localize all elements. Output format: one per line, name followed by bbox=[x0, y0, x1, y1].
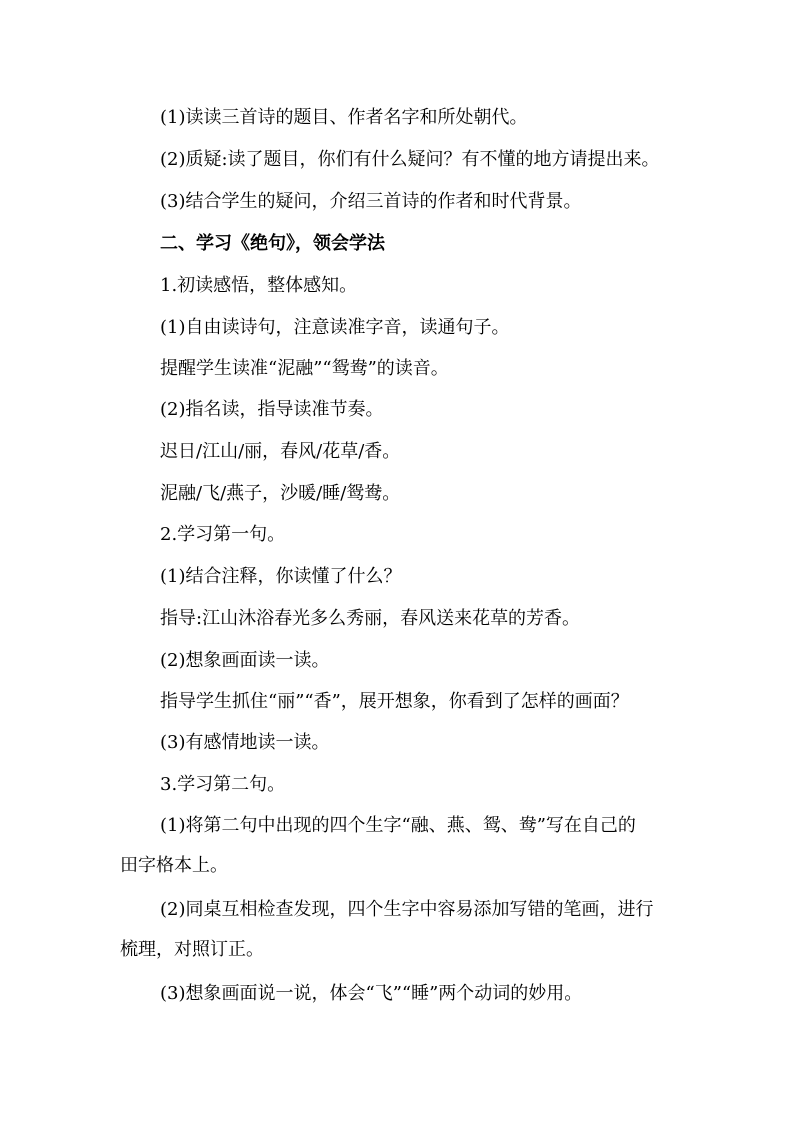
poem-line: 迟日/江山/丽，春风/花草/香。 bbox=[160, 441, 401, 462]
text-line: (1)自由读诗句，注意读准字音，读通句子。 bbox=[160, 317, 510, 338]
section-heading: 二、学习《绝句》，领会学法 bbox=[160, 233, 385, 254]
text-line: (1)将第二句中出现的四个生字“融、燕、鸳、鸯”写在自己的 bbox=[160, 815, 636, 836]
text-line: 1.初读感悟，整体感知。 bbox=[160, 275, 358, 296]
text-line: (1)结合注释，你读懂了什么？ bbox=[160, 566, 402, 587]
text-line: (2)质疑:读了题目，你们有什么疑问？有不懂的地方请提出来。 bbox=[160, 149, 660, 170]
text-line: 提醒学生读准“泥融”“鸳鸯”的读音。 bbox=[160, 358, 449, 379]
text-line: (3)有感情地读一读。 bbox=[160, 732, 330, 753]
text-line: 田字格本上。 bbox=[120, 855, 228, 876]
text-line: (2)指名读，指导读准节奏。 bbox=[160, 399, 384, 420]
text-line: (2)同桌互相检查发现，四个生字中容易添加写错的笔画，进行 bbox=[160, 899, 654, 920]
text-line: (3)想象画面说一说，体会“飞”“睡”两个动词的妙用。 bbox=[160, 983, 583, 1004]
text-line: 2.学习第一句。 bbox=[160, 524, 286, 545]
text-line: (1)读读三首诗的题目、作者名字和所处朝代。 bbox=[160, 107, 528, 128]
text-line: 指导学生抓住“丽”“香”，展开想象，你看到了怎样的画面？ bbox=[160, 691, 629, 712]
text-line: (3)结合学生的疑问，介绍三首诗的作者和时代背景。 bbox=[160, 191, 582, 212]
text-line: 指导:江山沐浴春光多么秀丽，春风送来花草的芳香。 bbox=[160, 608, 581, 629]
text-line: (2)想象画面读一读。 bbox=[160, 650, 330, 671]
poem-line: 泥融/飞/燕子，沙暖/睡/鸳鸯。 bbox=[160, 483, 401, 504]
text-line: 3.学习第二句。 bbox=[160, 774, 286, 795]
text-line: 梳理，对照订正。 bbox=[120, 939, 264, 960]
